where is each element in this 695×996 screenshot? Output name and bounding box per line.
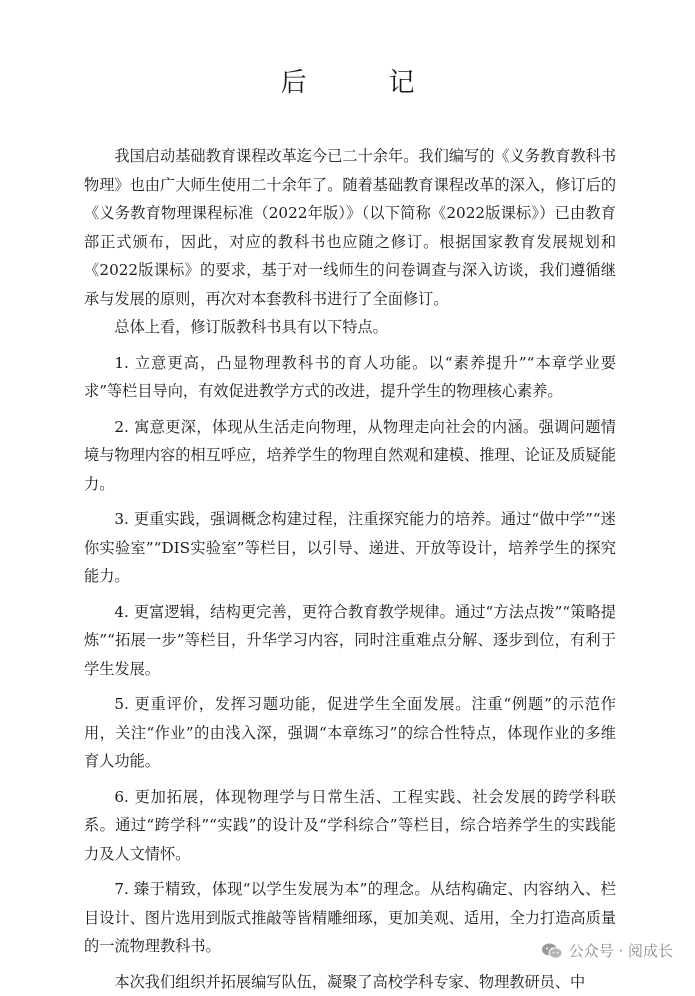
paragraph: 5. 更重评价，发挥习题功能，促进学生全面发展。注重“例题”的示范作用，关注“作业”的由浅入深，强调“本章练习”的综合性特点，体现作业的多维育人功能。 (84, 690, 616, 776)
page-title: 后 记 (0, 62, 695, 99)
paragraph: 7. 臻于精致，体现“以学生发展为本”的理念。从结构确定、内容纳入、栏目设计、图片选用到版式推敲等皆精雕细琢，更加美观、适用，全力打造高质量的一流物理教科书。 (84, 875, 616, 961)
paragraph: 4. 更富逻辑，结构更完善，更符合教育教学规律。通过“方法点拨”“策略提炼”“拓展一步”等栏目，升华学习内容，同时注重难点分解、逐步到位，有利于学生发展。 (84, 598, 616, 684)
paragraph: 1. 立意更高，凸显物理教科书的育人功能。以“素养提升”“本章学业要求”等栏目导向，有效促进教学方式的改进，提升学生的物理核心素养。 (84, 349, 616, 406)
wechat-icon (541, 942, 563, 960)
document-body (84, 142, 616, 996)
paragraph: 本次我们组织并拓展编写队伍，凝聚了高校学科专家、物理教研员、中 (84, 968, 616, 996)
paragraph: 3. 更重实践，强调概念构建过程，注重探究能力的培养。通过“做中学”“迷你实验室”“DIS实验室”等栏目，以引导、递进、开放等设计，培养学生的探究能力。 (84, 505, 616, 591)
paragraph: 6. 更加拓展，体现物理学与日常生活、工程实践、社会发展的跨学科联系。通过“跨学科”“实践”的设计及“学科综合”等栏目，综合培养学生的实践能力及人文情怀。 (84, 783, 616, 869)
paragraph: 2. 寓意更深，体现从生活走向物理，从物理走向社会的内涵。强调问题情境与物理内容的相互呼应，培养学生的物理自然观和建模、推理、论证及质疑能力。 (84, 413, 616, 499)
paragraph: 我国启动基础教育课程改革迄今已二十余年。我们编写的《义务教育教科书 物理》也由广大师生使用二十余年了。随着基础教育课程改革的深入，修订后的《义务教育物理课程标准（2022年版）》（以下简称《2022版课标》）已由教育部正式颁布，因此，对应的教科书也应随之修订。根据国家教育发展规划和《2022版课标》的要求，基于对一线师生的问卷调查与深入访谈，我们遵循继承与发展的原则，再次对本套教科书进行了全面修订。 (84, 142, 616, 313)
watermark-text: 公众号 · 阅成长 (569, 940, 673, 961)
paragraph: 总体上看，修订版教科书具有以下特点。 (84, 313, 616, 342)
watermark (541, 940, 673, 961)
